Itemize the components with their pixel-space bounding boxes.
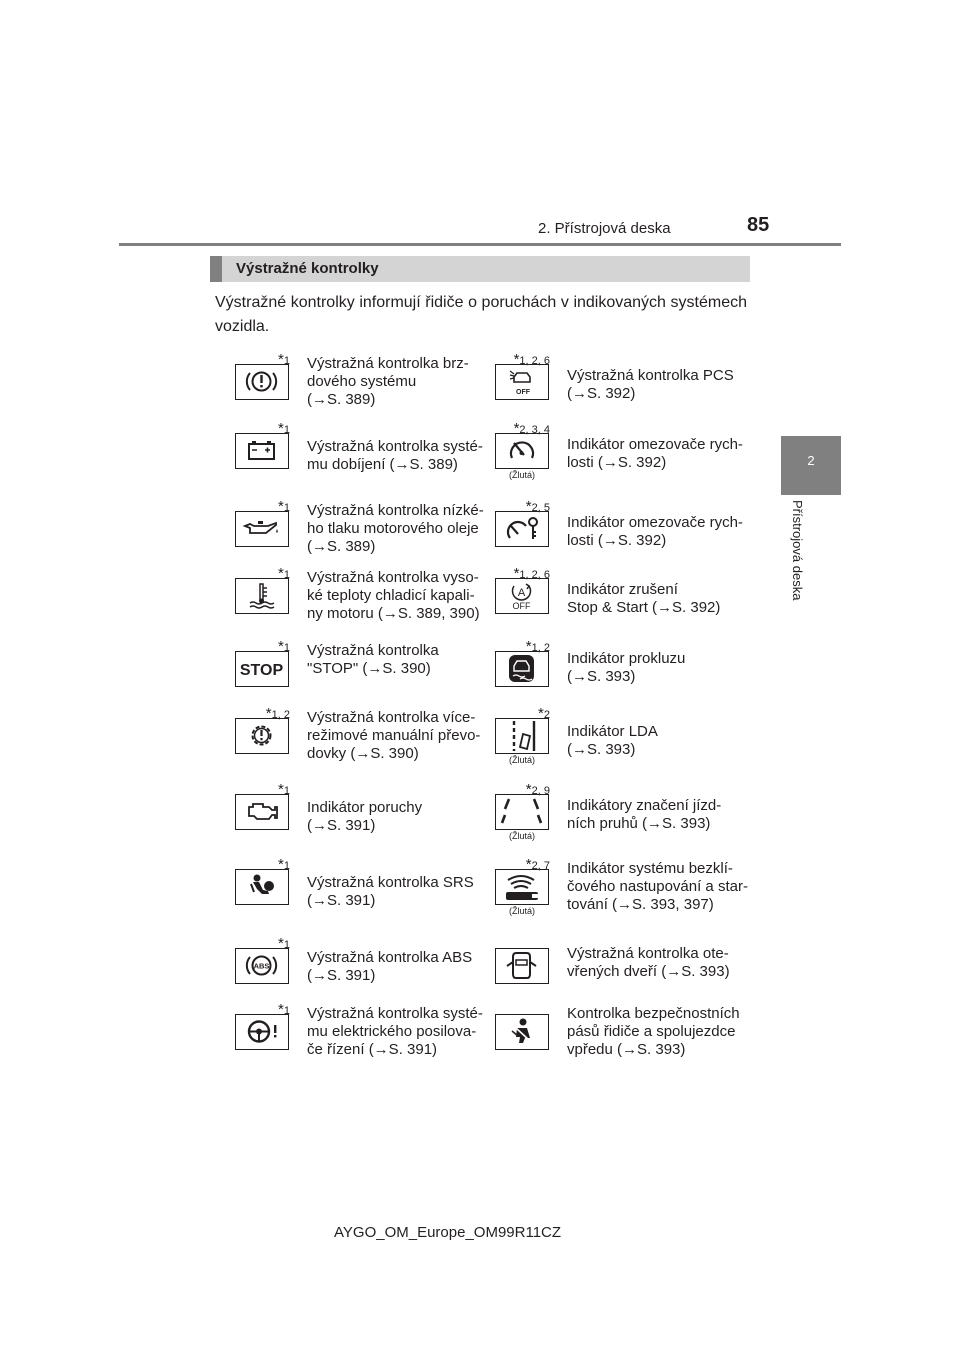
warning-description: Výstražná kontrolka více- režimové manuální převo- dovky (→S. 390): [307, 709, 481, 762]
warning-description: Výstražná kontrolka nízké- ho tlaku motorového oleje (→S. 389): [307, 502, 484, 555]
section-title: Výstražné kontrolky: [236, 260, 379, 277]
indicator-item: [495, 856, 750, 926]
warning-description: Výstražná kontrolka systé- mu elektrického posilova- če řízení (→S. 391): [307, 1005, 483, 1058]
seatbelt-icon: [495, 1014, 549, 1050]
color-note: (Žlutá): [508, 831, 535, 841]
warning-item: [235, 856, 490, 926]
power-steering-icon: [235, 1014, 289, 1050]
footnote-ref: *2, 7: [525, 856, 550, 873]
indicator-item: [495, 705, 750, 775]
indicator-description: Indikátor prokluzu (→S. 393): [567, 650, 686, 685]
speed-limiter-key-icon: [495, 511, 549, 547]
coolant-temperature-icon: [235, 578, 289, 614]
footnote-ref: *1, 2: [525, 638, 550, 655]
header-rule: [119, 243, 841, 246]
warning-description: Výstražná kontrolka vyso- ké teploty chladicí kapali- ny motoru (→S. 389, 390): [307, 569, 480, 622]
pcs-off-icon: [495, 364, 549, 400]
indicator-item: [495, 781, 750, 851]
footnote-ref: *1: [278, 1001, 290, 1018]
indicator-item: [495, 420, 750, 490]
footnote-ref: *1: [278, 781, 290, 798]
page-number: 85: [747, 214, 770, 236]
abs-icon: [235, 948, 289, 984]
footnote-ref: *2: [538, 705, 550, 722]
warning-item: [235, 565, 490, 635]
indicator-item: [495, 498, 750, 568]
smart-key-icon: [495, 869, 549, 905]
lane-markings-icon: [495, 794, 549, 830]
indicator-item: [495, 351, 750, 421]
footnote-ref: *2, 5: [525, 498, 550, 515]
abs-icon-text: ABS: [253, 961, 270, 971]
slip-indicator-icon: [495, 651, 549, 687]
indicator-description: Výstražná kontrolka PCS (→S. 392): [567, 367, 734, 402]
indicator-description: Kontrolka bezpečnostních pásů řidiče a spolujezdce vpředu (→S. 393): [567, 1005, 740, 1058]
chapter-tab-number: 2: [807, 453, 815, 468]
warning-item: [235, 781, 490, 851]
stop-start-off-icon-letter: A: [517, 587, 526, 599]
document-code: AYGO_OM_Europe_OM99R11CZ: [334, 1224, 562, 1241]
chapter-title: 2. Přístrojová deska: [538, 220, 671, 237]
color-note: (Žlutá): [508, 470, 535, 480]
warning-item: [235, 935, 490, 1005]
warning-item: [235, 638, 490, 708]
indicator-description: Indikátory značení jízd- ních pruhů (→S. 393): [567, 797, 722, 832]
footnote-ref: *1, 2, 6: [513, 351, 550, 368]
footnote-ref: *1: [278, 565, 290, 582]
warning-item: [235, 498, 490, 568]
oil-pressure-icon: [235, 511, 289, 547]
door-open-icon: [495, 948, 549, 984]
indicator-item: [495, 638, 750, 708]
footnote-ref: *2, 9: [525, 781, 550, 798]
footnote-ref: *1: [278, 638, 290, 655]
transmission-gear-icon: [235, 718, 289, 754]
brake-warning-icon: [235, 364, 289, 400]
intro-paragraph: Výstražné kontrolky informují řidiče o poruchách v indikovaných systémech vozidla.: [215, 294, 747, 335]
stop-start-off-icon-text: OFF: [512, 601, 531, 611]
warning-description: Výstražná kontrolka SRS (→S. 391): [307, 874, 474, 909]
footnote-ref: *1, 2: [265, 705, 290, 722]
warning-description: Výstražná kontrolka ABS (→S. 391): [307, 949, 473, 984]
footnote-ref: *1: [278, 420, 290, 437]
srs-airbag-icon: [235, 869, 289, 905]
footnote-ref: *1, 2, 6: [513, 565, 550, 582]
warning-item: [235, 351, 490, 421]
color-note: (Žlutá): [508, 906, 535, 916]
warning-description: Výstražná kontrolka systé- mu dobíjení (→S. 389): [307, 438, 483, 473]
stop-icon: [235, 651, 289, 687]
indicator-description: Výstražná kontrolka ote- vřených dveří (→S. 393): [567, 945, 730, 980]
lda-icon: [495, 718, 549, 754]
speed-limiter-icon: [495, 433, 549, 469]
indicator-item: [495, 565, 750, 635]
chapter-tab-label: Přístrojová deska: [790, 500, 805, 601]
warning-item: [235, 1001, 490, 1071]
footnote-ref: *1: [278, 351, 290, 368]
footnote-ref: *1: [278, 935, 290, 952]
footnote-ref: *1: [278, 498, 290, 515]
check-engine-icon: [235, 794, 289, 830]
indicator-description: Indikátor systému bezklí- čového nastupování a star- tování (→S. 393, 397): [567, 860, 748, 913]
section-heading-bar: [210, 256, 750, 282]
indicator-description: Indikátor omezovače rych- losti (→S. 392): [567, 514, 743, 549]
footnote-ref: *2, 3, 4: [513, 420, 550, 437]
warning-description: Indikátor poruchy (→S. 391): [307, 799, 423, 834]
indicator-description: Indikátor zrušení Stop & Start (→S. 392): [567, 581, 721, 616]
chapter-tab: [781, 436, 841, 495]
indicator-item: [495, 1001, 750, 1071]
indicator-item: [495, 935, 750, 1005]
warning-item: [235, 705, 490, 775]
warning-item: [235, 420, 490, 490]
warning-description: Výstražná kontrolka "STOP" (→S. 390): [307, 642, 439, 677]
battery-icon: [235, 433, 289, 469]
color-note: (Žlutá): [508, 755, 535, 765]
stop-start-off-icon: [495, 578, 549, 614]
footnote-ref: *1: [278, 856, 290, 873]
indicator-description: Indikátor LDA (→S. 393): [567, 723, 658, 758]
stop-icon-text: STOP: [239, 662, 284, 679]
indicator-description: Indikátor omezovače rych- losti (→S. 392): [567, 436, 743, 471]
warning-description: Výstražná kontrolka brz- dového systému (→S. 389): [307, 355, 469, 408]
pcs-off-icon-text: OFF: [516, 389, 530, 396]
